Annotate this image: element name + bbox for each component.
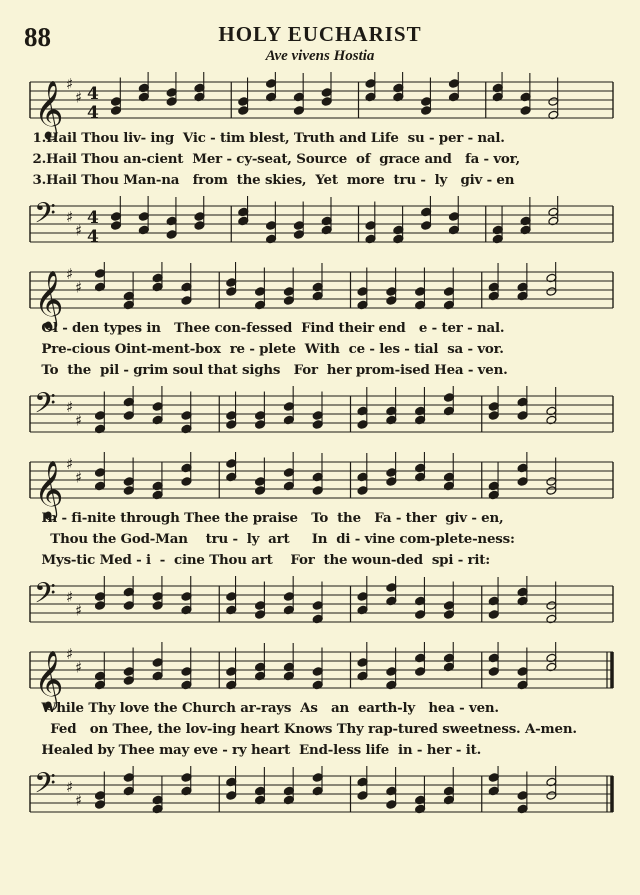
sharp-icon: ♯ bbox=[66, 75, 74, 93]
lyric-verse-2: Thou the God-Man tru - ly art In di - vine com-plete-ness: bbox=[28, 531, 515, 547]
lyric-verse-3: Healed by Thee may eve - ry heart End-less life in - her - it. bbox=[28, 742, 482, 758]
sharp-icon: ♯ bbox=[75, 221, 83, 240]
sharp-icon: ♯ bbox=[75, 791, 83, 810]
bass-staff bbox=[28, 766, 618, 836]
lyric-verse-1: While Thy love the Church ar-rays As an earth-ly hea - ven. bbox=[28, 700, 499, 716]
music-system-3 bbox=[28, 450, 618, 645]
sharp-icon: ♯ bbox=[75, 601, 83, 620]
sharp-icon: ♯ bbox=[66, 645, 74, 663]
sharp-icon: ♯ bbox=[75, 658, 83, 677]
bass-clef-icon: 𝄢 bbox=[34, 577, 56, 617]
sharp-icon: ♯ bbox=[75, 278, 83, 297]
music-system-1 bbox=[28, 70, 618, 265]
lyric-verse-1: Ol - den types in Thee con-fessed Find their end e - ter - nal. bbox=[28, 320, 505, 336]
bass-clef-icon: 𝄢 bbox=[34, 387, 56, 427]
treble-clef-icon: 𝄞 bbox=[34, 460, 64, 518]
sharp-icon: ♯ bbox=[66, 398, 74, 416]
lyric-verse-2: Fed on Thee, the lov-ing heart Knows Thy rap-tured sweetness. A-men. bbox=[28, 721, 577, 737]
bass-clef-icon: 𝄢 bbox=[34, 197, 56, 237]
hymn-subtitle: Ave vivens Hostia bbox=[265, 48, 375, 64]
lyric-verse-3: Mys-tic Med - i - cine Thou art For the woun-ded spi - rit: bbox=[28, 552, 490, 568]
treble-clef-icon: 𝄞 bbox=[34, 270, 64, 328]
page-number: 88 bbox=[24, 22, 51, 52]
sharp-icon: ♯ bbox=[66, 455, 74, 473]
lyric-verse-2: 2.Hail Thou an-cient Mer - cy-seat, Source of grace and fa - vor, bbox=[28, 151, 520, 167]
bass-staff bbox=[28, 196, 618, 266]
lyric-verse-3: 3.Hail Thou Man-na from the skies, Yet more tru - ly giv - en bbox=[28, 172, 515, 188]
music-system-4 bbox=[28, 640, 618, 835]
sharp-icon: ♯ bbox=[66, 778, 74, 796]
sharp-icon: ♯ bbox=[66, 265, 74, 283]
music-system-2 bbox=[28, 260, 618, 455]
time-signature-bottom: 4 bbox=[87, 227, 99, 247]
bass-staff bbox=[28, 576, 618, 646]
hymn-title: HOLY EUCHARIST bbox=[218, 22, 422, 46]
lyric-verse-3: To the pil - grim soul that sighs For her prom-ised Hea - ven. bbox=[28, 362, 508, 378]
bass-staff bbox=[28, 386, 618, 456]
lyric-verse-1: In - fi-nite through Thee the praise To the Fa - ther giv - en, bbox=[28, 510, 504, 526]
lyric-verse-2: Pre-cious Oint-ment-box re - plete With ce - les - tial sa - vor. bbox=[28, 341, 504, 357]
time-signature-top: 4 bbox=[87, 84, 99, 104]
treble-clef-icon: 𝄞 bbox=[34, 80, 64, 138]
lyric-verse-1: 1.Hail Thou liv- ing Vic - tim blest, Truth and Life su - per - nal. bbox=[28, 130, 505, 146]
sharp-icon: ♯ bbox=[66, 208, 74, 226]
sharp-icon: ♯ bbox=[75, 468, 83, 487]
time-signature-bottom: 4 bbox=[87, 103, 99, 123]
sharp-icon: ♯ bbox=[66, 588, 74, 606]
time-signature-top: 4 bbox=[87, 208, 99, 228]
sharp-icon: ♯ bbox=[75, 411, 83, 430]
bass-clef-icon: 𝄢 bbox=[34, 767, 56, 807]
treble-clef-icon: 𝄞 bbox=[34, 650, 64, 708]
sharp-icon: ♯ bbox=[75, 88, 83, 107]
